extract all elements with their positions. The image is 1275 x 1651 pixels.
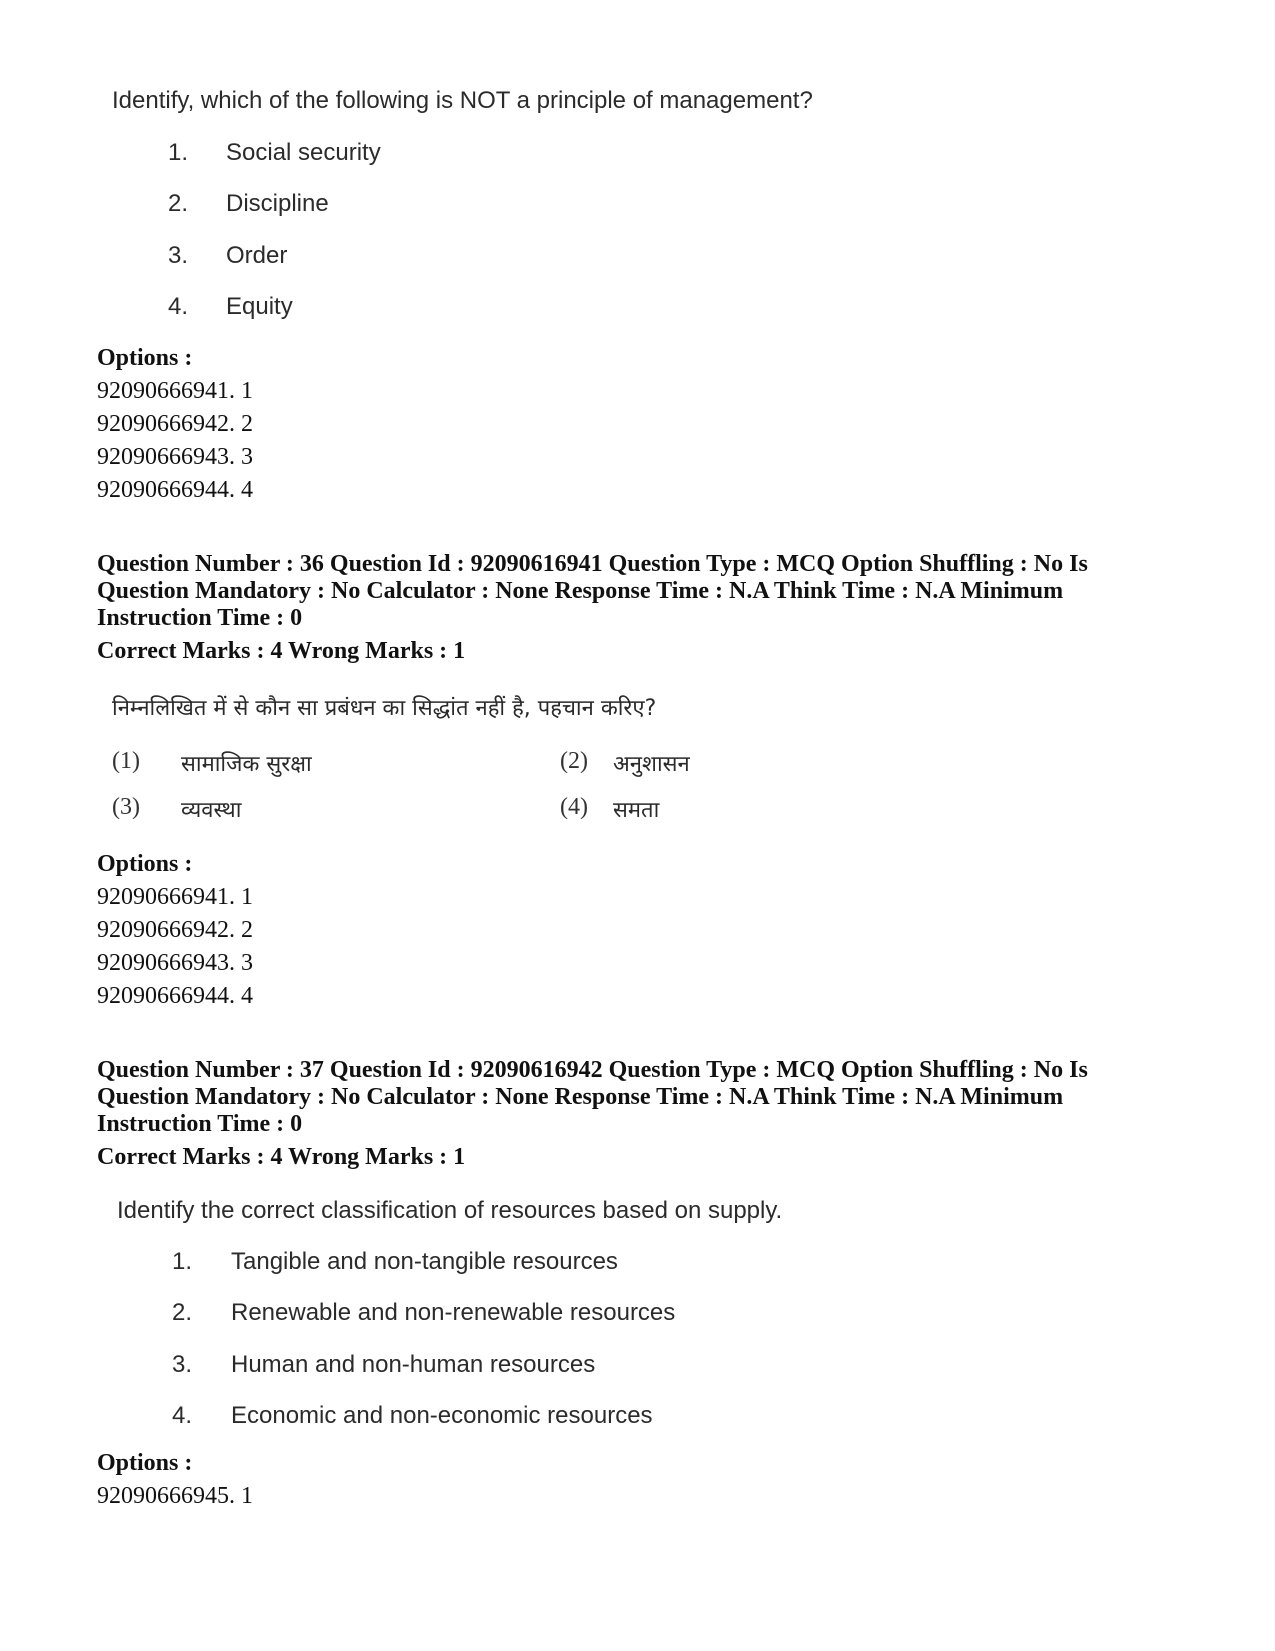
choice-label: Social security: [226, 139, 381, 166]
choice-num: 1.: [172, 1248, 193, 1275]
question-header-line: Question Mandatory : No Calculator : None Response Time : N.A Think Time : N.A Minimum: [97, 578, 1064, 604]
choice-num: (2): [560, 748, 588, 774]
options-title: Options :: [97, 1450, 193, 1476]
option-line: 92090666945. 1: [97, 1483, 253, 1509]
choice-num: 3.: [168, 242, 189, 269]
option-line: 92090666942. 2: [97, 917, 253, 943]
marks-line: Correct Marks : 4 Wrong Marks : 1: [97, 638, 466, 664]
option-line: 92090666944. 4: [97, 983, 253, 1009]
option-line: 92090666943. 3: [97, 444, 253, 470]
question-36-text-hindi: निम्नलिखित में से कौन सा प्रबंधन का सिद्धांत नहीं है, पहचान करिए?: [112, 696, 657, 721]
choice-label: Economic and non-economic resources: [231, 1402, 653, 1429]
choice-label: Equity: [226, 293, 293, 320]
choice-num: 3.: [172, 1351, 193, 1378]
question-37-text: Identify the correct classification of resources based on supply.: [117, 1197, 783, 1224]
choice-label: व्यवस्था: [181, 798, 242, 823]
option-line: 92090666941. 1: [97, 378, 253, 404]
question-header-line: Instruction Time : 0: [97, 1111, 303, 1137]
question-header-line: Instruction Time : 0: [97, 605, 303, 631]
question-35-text: Identify, which of the following is NOT a principle of management?: [112, 87, 813, 114]
choice-label: सामाजिक सुरक्षा: [181, 752, 312, 777]
option-line: 92090666941. 1: [97, 884, 253, 910]
choice-num: (1): [112, 748, 140, 774]
option-line: 92090666944. 4: [97, 477, 253, 503]
options-title: Options :: [97, 851, 193, 877]
choice-num: 4.: [172, 1402, 193, 1429]
question-header-line: Question Mandatory : No Calculator : None Response Time : N.A Think Time : N.A Minimum: [97, 1084, 1064, 1110]
question-header-line: Question Number : 36 Question Id : 92090616941 Question Type : MCQ Option Shuffling : No Is: [97, 551, 1088, 577]
choice-num: 4.: [168, 293, 189, 320]
marks-line: Correct Marks : 4 Wrong Marks : 1: [97, 1144, 466, 1170]
question-header-line: Question Number : 37 Question Id : 92090616942 Question Type : MCQ Option Shuffling : No Is: [97, 1057, 1088, 1083]
choice-num: (4): [560, 794, 588, 820]
options-title: Options :: [97, 345, 193, 371]
choice-num: 2.: [172, 1299, 193, 1326]
choice-label: Tangible and non-tangible resources: [231, 1248, 618, 1275]
choice-label: Human and non-human resources: [231, 1351, 596, 1378]
option-line: 92090666943. 3: [97, 950, 253, 976]
choice-num: (3): [112, 794, 140, 820]
option-line: 92090666942. 2: [97, 411, 253, 437]
choice-num: 1.: [168, 139, 189, 166]
choice-label: अनुशासन: [613, 752, 690, 777]
choice-label: Order: [226, 242, 288, 269]
choice-label: Discipline: [226, 190, 329, 217]
choice-label: समता: [613, 798, 660, 823]
choice-label: Renewable and non-renewable resources: [231, 1299, 676, 1326]
choice-num: 2.: [168, 190, 189, 217]
